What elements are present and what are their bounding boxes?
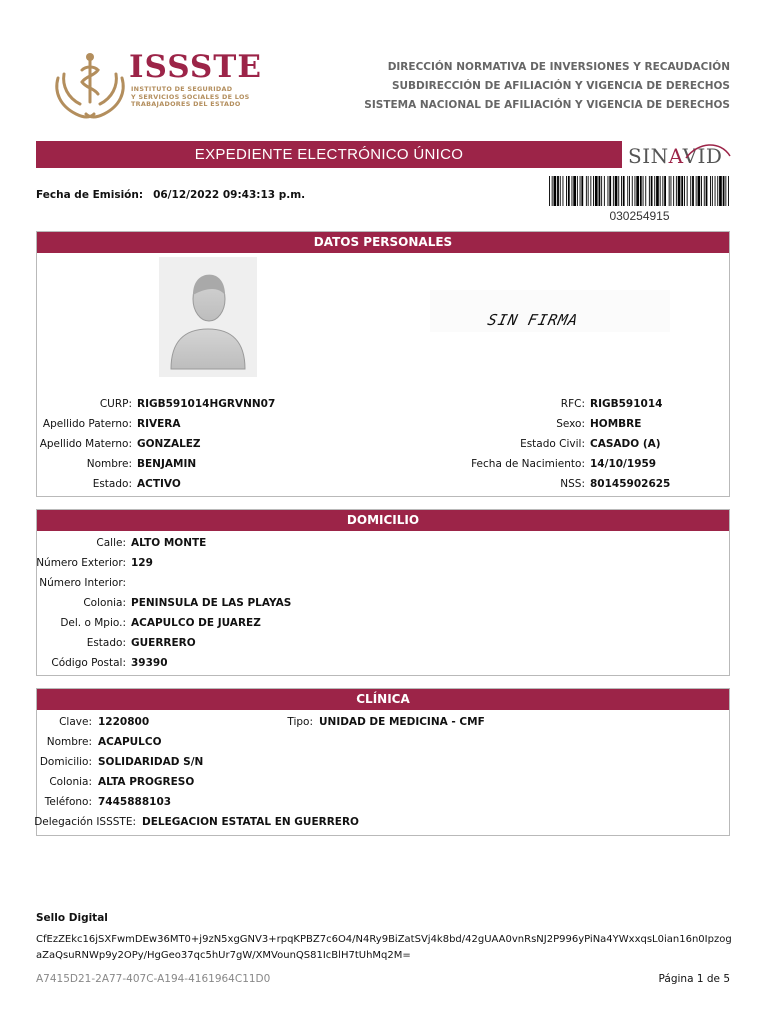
barcode-bar bbox=[560, 176, 561, 206]
municipio-value: ACAPULCO DE JUAREZ bbox=[131, 617, 261, 629]
barcode-bar bbox=[651, 176, 653, 206]
apellido-materno-value: GONZALEZ bbox=[137, 438, 201, 450]
barcode-bar bbox=[595, 176, 598, 206]
barcode-bar bbox=[549, 176, 550, 206]
barcode-bar bbox=[717, 176, 718, 206]
barcode-bar bbox=[599, 176, 601, 206]
estado-civil-value: CASADO (A) bbox=[590, 438, 661, 450]
barcode-bar bbox=[593, 176, 594, 206]
barcode-bar bbox=[629, 176, 630, 206]
barcode bbox=[549, 176, 730, 206]
clinica-colonia-value: ALTA PROGRESO bbox=[98, 776, 195, 788]
numero-exterior-label: Número Exterior: bbox=[36, 557, 126, 569]
barcode-bar bbox=[684, 176, 685, 206]
nss-label: NSS: bbox=[560, 478, 585, 490]
fecha-emision bbox=[36, 189, 305, 201]
clinica-telefono-value: 7445888103 bbox=[98, 796, 172, 808]
barcode-bar bbox=[588, 176, 589, 206]
barcode-bar bbox=[601, 176, 602, 206]
barcode-bar bbox=[710, 176, 711, 206]
sinavid-part-2: A bbox=[668, 144, 683, 168]
barcode-bar bbox=[609, 176, 611, 206]
estado-civil-label: Estado Civil: bbox=[520, 438, 585, 450]
delegacion-label: Delegación ISSSTE: bbox=[34, 816, 136, 828]
document-title-bar: EXPEDIENTE ELECTRÓNICO ÚNICO bbox=[36, 141, 622, 168]
barcode-bar bbox=[635, 176, 636, 206]
header-line-2: SUBDIRECCIÓN DE AFILIACIÓN Y VIGENCIA DE DERECHOS bbox=[391, 80, 730, 92]
barcode-bar bbox=[664, 176, 666, 206]
clinica-nombre-value: ACAPULCO bbox=[98, 736, 162, 748]
barcode-bar bbox=[712, 176, 713, 206]
barcode-bar bbox=[728, 176, 729, 206]
barcode-bar bbox=[698, 176, 701, 206]
header-lines bbox=[364, 58, 730, 115]
barcode-bar bbox=[573, 176, 576, 206]
numero-exterior-value: 129 bbox=[131, 557, 153, 569]
barcode-bar bbox=[654, 176, 655, 206]
clinica-nombre-label: Nombre: bbox=[46, 736, 92, 748]
barcode-bar bbox=[640, 176, 642, 206]
barcode-bar bbox=[676, 176, 677, 206]
clinica-domicilio-value: SOLIDARIDAD S/N bbox=[98, 756, 204, 768]
fecha-emision-value: 06/12/2022 09:43:13 p.m. bbox=[153, 189, 306, 201]
barcode-bar bbox=[632, 176, 633, 206]
barcode-bar bbox=[678, 176, 681, 206]
nombre-label: Nombre: bbox=[86, 458, 132, 470]
barcode-bar bbox=[552, 176, 553, 206]
barcode-bar bbox=[696, 176, 697, 206]
barcode-bar bbox=[671, 176, 672, 206]
barcode-bar bbox=[706, 176, 708, 206]
barcode-bar bbox=[704, 176, 705, 206]
barcode-bar bbox=[590, 176, 591, 206]
barcode-bar bbox=[645, 176, 646, 206]
barcode-bar bbox=[554, 176, 557, 206]
apellido-materno-label: Apellido Materno: bbox=[39, 438, 132, 450]
clinica-telefono-label: Teléfono: bbox=[44, 796, 92, 808]
barcode-bar bbox=[581, 176, 583, 206]
estado-domicilio-value: GUERRERO bbox=[131, 637, 196, 649]
barcode-bar bbox=[580, 176, 581, 206]
barcode-bar bbox=[673, 176, 674, 206]
datos-personales-title: DATOS PERSONALES bbox=[37, 232, 729, 253]
barcode-bar bbox=[701, 176, 702, 206]
barcode-bar bbox=[662, 176, 663, 206]
header-line-3: SISTEMA NACIONAL DE AFILIACIÓN Y VIGENCIA DE DERECHOS bbox=[364, 99, 730, 111]
barcode-bar bbox=[604, 176, 605, 206]
logo-title: ISSSTE bbox=[129, 49, 262, 85]
barcode-bar bbox=[649, 176, 650, 206]
colonia-value: PENINSULA DE LAS PLAYAS bbox=[131, 597, 292, 609]
barcode-bar bbox=[723, 176, 725, 206]
user-photo bbox=[159, 257, 257, 377]
nombre-value: BENJAMIN bbox=[137, 458, 197, 470]
sexo-label: Sexo: bbox=[556, 418, 585, 430]
curp-label: CURP: bbox=[99, 398, 132, 410]
rfc-label: RFC: bbox=[560, 398, 585, 410]
sello-digital-line-1: CfEzZEkc16jSXFwmDEw36MT0+j9zN5xgGNV3+rpqKPBZ7c6O4/N4Ry9BiZatSVj4k8bd/42gUAA0vnRsNJ2P996yPiNa4YWxxqsL0ian16n0Ipzog bbox=[36, 934, 732, 945]
fecha-emision-label: Fecha de Emisión: bbox=[36, 189, 144, 201]
barcode-bar bbox=[643, 176, 644, 206]
issste-emblem-icon bbox=[50, 48, 130, 124]
rfc-value: RIGB591014 bbox=[590, 398, 663, 410]
estado-domicilio-label: Estado: bbox=[86, 637, 126, 649]
firma-text: SIN FIRMA bbox=[486, 311, 581, 329]
sinavid-part-3: VID bbox=[682, 144, 723, 168]
barcode-bar bbox=[618, 176, 619, 206]
calle-label: Calle: bbox=[96, 537, 126, 549]
clinica-title: CLÍNICA bbox=[37, 689, 729, 710]
barcode-bar bbox=[563, 176, 564, 206]
delegacion-value: DELEGACION ESTATAL EN GUERRERO bbox=[142, 816, 359, 828]
codigo-postal-label: Código Postal: bbox=[51, 657, 126, 669]
barcode-bar bbox=[615, 176, 618, 206]
codigo-postal-value: 39390 bbox=[131, 657, 168, 669]
barcode-bar bbox=[613, 176, 614, 206]
municipio-label: Del. o Mpio.: bbox=[60, 617, 126, 629]
barcode-bar bbox=[660, 176, 661, 206]
header-line-1: DIRECCIÓN NORMATIVA DE INVERSIONES Y RECAUDACIÓN bbox=[387, 61, 730, 73]
barcode-bar bbox=[725, 176, 726, 206]
apellido-paterno-value: RIVERA bbox=[137, 418, 181, 430]
barcode-bar bbox=[656, 176, 659, 206]
barcode-bar bbox=[669, 176, 670, 206]
barcode-bar bbox=[568, 176, 570, 206]
barcode-bar bbox=[692, 176, 694, 206]
sello-digital-line-2: aZaQsuRNWp9y2OPy/HgGeo37qc5hUr7gW/XMVounQS81IcBlH7tUhMq2M= bbox=[36, 950, 411, 961]
estado-label: Estado: bbox=[92, 478, 132, 490]
barcode-bar bbox=[586, 176, 587, 206]
barcode-number: 030254915 bbox=[609, 209, 670, 223]
barcode-bar bbox=[621, 176, 622, 206]
barcode-bar bbox=[566, 176, 567, 206]
tipo-label: Tipo: bbox=[287, 716, 313, 728]
barcode-bar bbox=[577, 176, 578, 206]
domicilio-title: DOMICILIO bbox=[37, 510, 729, 531]
calle-value: ALTO MONTE bbox=[131, 537, 207, 549]
barcode-bar bbox=[557, 176, 559, 206]
fecha-nacimiento-label: Fecha de Nacimiento: bbox=[471, 458, 585, 470]
nss-value: 80145902625 bbox=[590, 478, 671, 490]
barcode-bar bbox=[572, 176, 573, 206]
barcode-bar bbox=[608, 176, 609, 206]
document-folio: A7415D21-2A77-407C-A194-4161964C11D0 bbox=[36, 973, 271, 985]
colonia-label: Colonia: bbox=[83, 597, 126, 609]
curp-value: RIGB591014HGRVNN07 bbox=[137, 398, 276, 410]
clave-label: Clave: bbox=[59, 716, 92, 728]
domicilio-section bbox=[36, 509, 730, 676]
barcode-bar bbox=[719, 176, 722, 206]
sexo-value: HOMBRE bbox=[590, 418, 642, 430]
barcode-bar bbox=[627, 176, 628, 206]
numero-interior-label: Número Interior: bbox=[39, 577, 126, 589]
barcode-bar bbox=[690, 176, 691, 206]
sinavid-part-1: SIN bbox=[628, 144, 669, 168]
page-number: Página 1 de 5 bbox=[658, 973, 730, 985]
user-silhouette-icon bbox=[159, 257, 257, 377]
estado-value: ACTIVO bbox=[137, 478, 181, 490]
sinavid-swoosh-icon bbox=[628, 140, 732, 170]
clinica-colonia-label: Colonia: bbox=[49, 776, 92, 788]
barcode-bar bbox=[636, 176, 639, 206]
barcode-bar bbox=[681, 176, 683, 206]
clinica-domicilio-label: Domicilio: bbox=[39, 756, 92, 768]
sello-digital-title: Sello Digital bbox=[36, 912, 108, 924]
tipo-value: UNIDAD DE MEDICINA - CMF bbox=[319, 716, 485, 728]
logo-subtitle: INSTITUTO DE SEGURIDAD Y SERVICIOS SOCIALES DE LOS TRABAJADORES DEL ESTADO bbox=[131, 85, 250, 109]
apellido-paterno-label: Apellido Paterno: bbox=[42, 418, 132, 430]
sello-digital-text bbox=[36, 932, 736, 964]
barcode-bar bbox=[623, 176, 625, 206]
clave-value: 1220800 bbox=[98, 716, 150, 728]
barcode-bar bbox=[715, 176, 716, 206]
barcode-bar bbox=[687, 176, 688, 206]
fecha-nacimiento-value: 14/10/1959 bbox=[590, 458, 657, 470]
